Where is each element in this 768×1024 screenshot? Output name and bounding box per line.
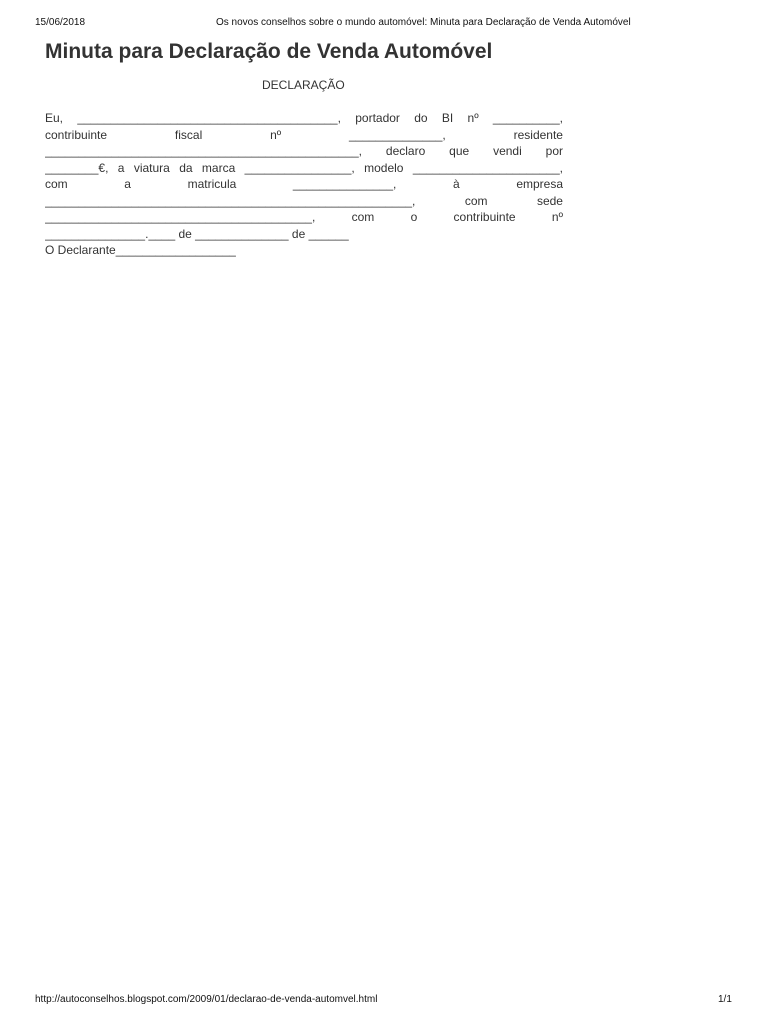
word: viatura xyxy=(133,160,170,175)
blank-field: _______________________________________________, xyxy=(45,144,363,158)
declaration-line xyxy=(45,209,563,226)
blank-field: _______________________________________________________, xyxy=(45,193,416,208)
word: nº xyxy=(467,111,479,125)
word: da xyxy=(179,160,193,175)
page-title: Minuta para Declaração de Venda Automóvel xyxy=(45,40,493,63)
blank-field: ________________, xyxy=(244,160,355,175)
word: empresa xyxy=(516,177,563,191)
word: a xyxy=(124,177,131,191)
blank-field: __________, xyxy=(492,111,563,125)
word: declaro xyxy=(385,144,426,158)
declaration-line xyxy=(45,143,563,160)
blank-field: _______________________________________, xyxy=(77,111,341,125)
word: fiscal xyxy=(174,127,203,142)
word: o xyxy=(410,210,418,224)
source-url: http://autoconselhos.blogspot.com/2009/01/declarao-de-venda-automvel.html xyxy=(35,994,378,1005)
blank-field: ______________, xyxy=(348,127,446,142)
word: nº xyxy=(551,210,563,224)
word: que xyxy=(449,144,470,158)
word: residente xyxy=(513,127,563,142)
blank-field: ________________________________________, xyxy=(45,210,316,224)
word: portador xyxy=(355,111,400,125)
word: nº xyxy=(270,127,282,142)
signature-line: O Declarante__________________ xyxy=(45,243,236,257)
date-line: _______________.____ de ______________ de ______ xyxy=(45,226,349,241)
word: com xyxy=(464,193,488,208)
word: sede xyxy=(536,193,563,208)
declaration-line xyxy=(45,160,563,177)
print-header xyxy=(0,17,768,31)
declaration-line xyxy=(45,110,563,127)
blank-field: ________€, xyxy=(45,160,109,175)
word: à xyxy=(453,177,460,191)
print-date: 15/06/2018 xyxy=(35,17,86,28)
word: modelo xyxy=(364,160,404,175)
word: com xyxy=(351,210,375,224)
declaration-line xyxy=(45,176,563,193)
word: marca xyxy=(201,160,236,175)
word: contribuinte xyxy=(453,210,516,224)
page-number: 1/1 xyxy=(718,994,732,1005)
word: com xyxy=(45,177,68,191)
declaration-line xyxy=(45,127,563,144)
declaration-line xyxy=(45,193,563,210)
word: BI xyxy=(441,111,454,125)
blank-field: _______________, xyxy=(292,177,397,191)
word: a xyxy=(117,160,125,175)
print-header-title: Os novos conselhos sobre o mundo automóvel: Minuta para Declaração de Venda Automóvel xyxy=(216,17,631,28)
word: matricula xyxy=(187,177,237,191)
declaration-body xyxy=(45,110,563,259)
declaration-heading: DECLARAÇÃO xyxy=(262,78,345,92)
word: vendi xyxy=(493,144,522,158)
word: por xyxy=(545,144,563,158)
word: Eu, xyxy=(45,111,64,125)
word: contribuinte xyxy=(45,127,108,142)
blank-field: ______________________, xyxy=(412,160,563,175)
word: do xyxy=(414,111,428,125)
